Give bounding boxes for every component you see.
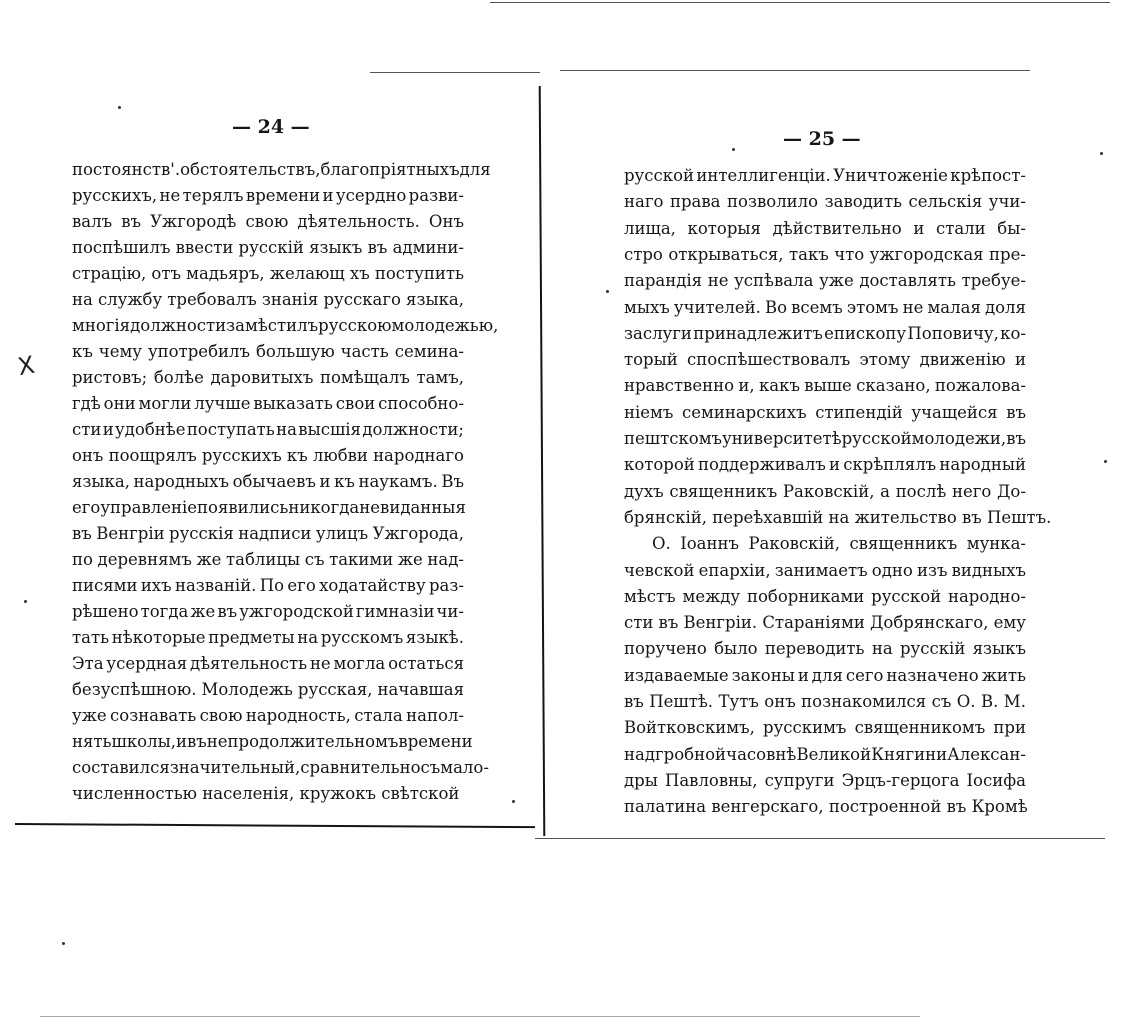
text-line: О. Іоаннъ Раковскій, священникъ мунка- [652, 534, 1026, 554]
text-line: которой поддерживалъ и скрѣплялъ народный [624, 455, 1026, 475]
left-page-bottom-rule [15, 823, 535, 828]
scan-speck [1100, 152, 1103, 155]
text-line: численностью населенія, кружокъ свѣтской [72, 784, 460, 803]
right-page-bottom-rule [535, 838, 1105, 839]
text-line: брянскій, переѣхавшій на жительство въ Пештъ. [624, 507, 1052, 527]
scan-artifact-top [490, 2, 1110, 3]
text-line: къ чему употребилъ большую часть семина- [72, 342, 464, 361]
text-line: сти и удобнѣе поступать на высшія должности; [72, 420, 464, 439]
text-line: постоянств'. обстоятельствъ, благопріятныхъ для [72, 160, 491, 179]
book-spine-line [539, 86, 546, 836]
text-line: его управленіе появились никогда невиданныя [72, 498, 466, 517]
text-line: парандія не успѣвала уже доставлять требуе- [624, 271, 1026, 291]
text-line: надгробной часовнѣ Великой Княгини Алексан- [624, 744, 1026, 764]
margin-x-mark: X [15, 350, 37, 382]
text-line: гдѣ они могли лучше выказать свои способно- [72, 394, 464, 413]
text-line: по деревнямъ же таблицы съ такими же над- [72, 550, 464, 569]
text-line: безуспѣшною. Молодежь русская, начавшая [72, 680, 464, 699]
text-line: чевской епархіи, занимаетъ одно изъ видныхъ [624, 560, 1026, 580]
scan-speck [24, 600, 27, 603]
text-line: ніемъ семинарскихъ стипендій учащейся въ [624, 402, 1026, 422]
text-line: издаваемые законы и для сего назначено жить [624, 665, 1026, 685]
text-line: стро открываться, такъ что ужгородская пре- [624, 244, 1026, 264]
scan-speck [118, 106, 121, 109]
scan-artifact-bottom [40, 1016, 920, 1017]
text-line: сти въ Венгріи. Стараніями Добрянскаго, ему [624, 613, 1026, 633]
scan-artifact-top [560, 70, 1030, 71]
text-line: Эта усердная дѣятельность не могла остаться [72, 654, 464, 673]
scan-speck [606, 290, 609, 293]
text-line: дры Павловны, супруги Эрцъ-герцога Іосифа [624, 770, 1026, 790]
text-line: уже сознавать свою народность, стала напол- [72, 706, 464, 725]
scan-artifact-top [370, 72, 540, 73]
text-line: русской интеллигенціи. Уничтоженіе крѣпост- [624, 166, 1026, 185]
text-line: нять школы, и въ непродолжительномъ времени [72, 732, 473, 751]
text-line: нравственно и, какъ выше сказано, пожалова- [624, 376, 1026, 396]
text-line: торый споспѣшествовалъ этому движенію и [624, 350, 1026, 370]
text-line: лища, которыя дѣйствительно и стали бы- [624, 218, 1026, 238]
text-line: страцію, отъ мадьяръ, желающ хъ поступить [72, 264, 464, 283]
text-line: въ Пештѣ. Тутъ онъ познакомился съ О. В. М. [624, 692, 1026, 711]
scan-speck [512, 800, 515, 803]
text-line: поспѣшилъ ввести русскій языкъ въ админи- [72, 238, 464, 257]
text-line: ристовъ; болѣе даровитыхъ помѣщалъ тамъ, [72, 368, 464, 387]
text-line: на службу требовалъ знанія русскаго языка, [72, 290, 464, 309]
text-line: рѣшено тогда же въ ужгородской гимназіи чи- [72, 602, 464, 621]
text-line: валъ въ Ужгородѣ свою дѣятельность. Онъ [72, 212, 464, 231]
text-line: Войтковскимъ, русскимъ священникомъ при [624, 718, 1026, 738]
text-line: русскихъ, не терялъ времени и усердно разви- [72, 186, 464, 205]
text-line: поручено было переводить на русскій языкъ [624, 639, 1026, 659]
text-line: языка, народныхъ обычаевъ и къ наукамъ. Въ [72, 472, 464, 491]
scan-speck [1104, 460, 1107, 463]
text-line: въ Венгріи русскія надписи улицъ Ужгорода, [72, 524, 464, 543]
text-line: онъ поощрялъ русскихъ къ любви народнаго [72, 446, 464, 465]
scan-speck [62, 942, 65, 945]
text-line: пештскомъ университетѣ русской молодежи, въ [624, 429, 1026, 448]
text-line: мыхъ учителей. Во всемъ этомъ не малая доля [624, 297, 1026, 317]
text-line: наго права позволило заводить сельскія учи- [624, 192, 1026, 212]
text-line: палатина венгерскаго, построенной въ Кромѣ [624, 797, 1028, 817]
text-line: мѣстъ между поборниками русской народно- [624, 586, 1026, 606]
left-page-number: — 24 — [232, 116, 310, 138]
text-line: духъ священникъ Раковскій, а послѣ него До- [624, 481, 1026, 501]
text-line: тать нѣкоторые предметы на русскомъ языкѣ. [72, 628, 464, 647]
text-line: писями ихъ названій. По его ходатайству раз- [72, 576, 464, 595]
text-line: многія должности замѣстилъ русскою молодежью, [72, 316, 499, 335]
right-page-number: — 25 — [783, 128, 861, 150]
text-line: составился значительный, сравнительно съ мало- [72, 758, 489, 777]
scan-speck [732, 148, 735, 151]
text-line: заслуги принадлежитъ епископу Поповичу, ко- [624, 323, 1026, 343]
